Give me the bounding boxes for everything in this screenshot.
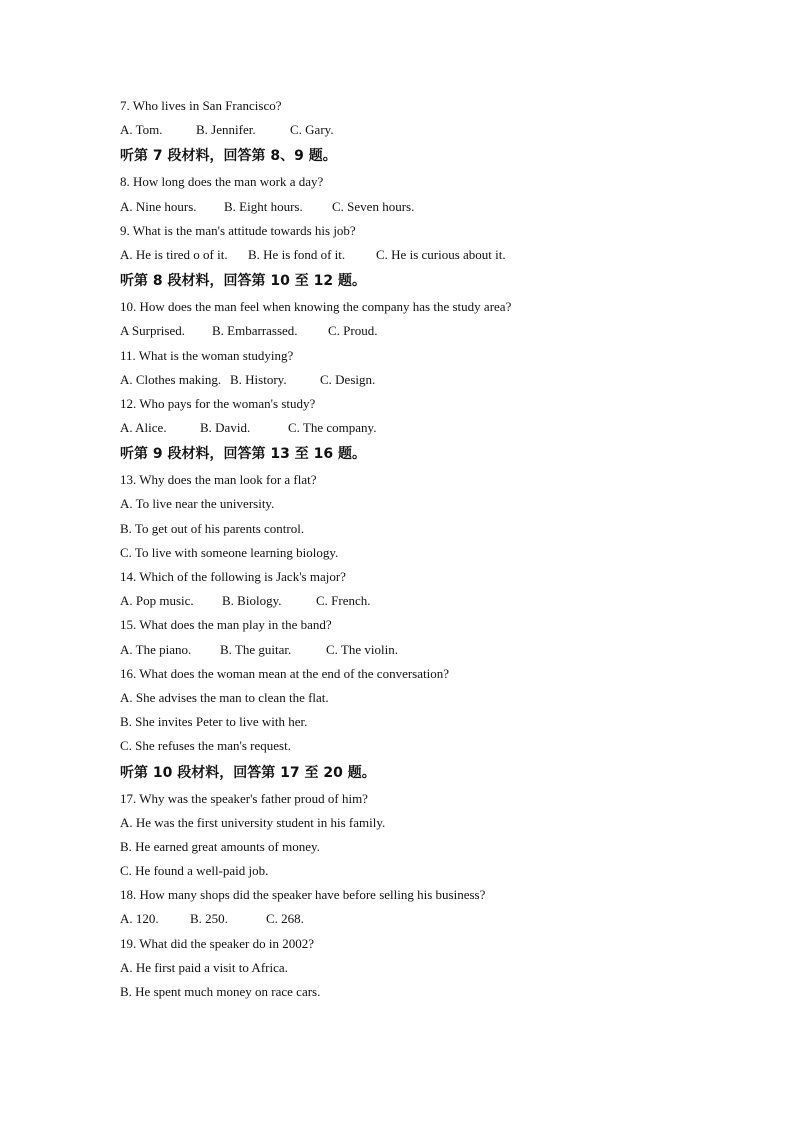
answer-option: B. David. — [200, 420, 251, 436]
answer-option: A. Clothes making. — [120, 371, 222, 387]
answer-option: C. To live with someone learning biology. — [120, 544, 339, 560]
answer-option: C. The company. — [288, 420, 377, 436]
answer-option: A. She advises the man to clean the flat. — [120, 689, 329, 705]
answer-option: B. The guitar. — [220, 641, 292, 657]
answer-option: C. She refuses the man's request. — [120, 738, 291, 754]
answer-options-row — [120, 416, 720, 440]
answer-option: C. Seven hours. — [332, 198, 415, 214]
question-text: 12. Who pays for the woman's study? — [120, 395, 316, 411]
section-heading: 听第 7 段材料，回答第 8、9 题。 — [120, 148, 337, 165]
answer-option: B. Jennifer. — [196, 122, 256, 138]
answer-options-row — [120, 118, 720, 142]
answer-option: C. Proud. — [328, 323, 378, 339]
answer-option: B. He is fond of it. — [248, 246, 346, 262]
answer-option: A. Alice. — [120, 420, 167, 436]
answer-option: B. History. — [230, 371, 287, 387]
question-text: 8. How long does the man work a day? — [120, 174, 324, 190]
question-text: 16. What does the woman mean at the end of the conversation? — [120, 665, 449, 681]
answer-option: C. He found a well-paid job. — [120, 863, 269, 879]
answer-option: C. French. — [316, 593, 371, 609]
question-text: 17. Why was the speaker's father proud of him? — [120, 790, 368, 806]
answer-option: C. The violin. — [326, 641, 398, 657]
answer-options-row — [120, 195, 720, 219]
question-text: 14. Which of the following is Jack's major? — [120, 569, 346, 584]
answer-option: A. To live near the university. — [120, 496, 275, 512]
answer-option: A. Tom. — [120, 122, 163, 138]
answer-option: A. He was the first university student in his family. — [120, 814, 386, 830]
answer-option: A. The piano. — [120, 641, 192, 657]
answer-option: C. Gary. — [290, 122, 334, 138]
answer-options-row — [120, 589, 720, 613]
answer-option: C. He is curious about it. — [376, 246, 506, 262]
answer-option: A Surprised. — [120, 323, 185, 339]
listening-questions — [120, 94, 720, 1004]
question-text: 7. Who lives in San Francisco? — [120, 98, 282, 113]
answer-option: A. Pop music. — [120, 593, 194, 609]
question-text: 10. How does the man feel when knowing the company has the study area? — [120, 299, 512, 315]
answer-option: B. She invites Peter to live with her. — [120, 714, 308, 730]
question-text: 11. What is the woman studying? — [120, 347, 294, 363]
answer-options-row — [120, 368, 720, 392]
answer-options-row — [120, 319, 720, 343]
answer-option: B. He earned great amounts of money. — [120, 838, 320, 854]
answer-options-row — [120, 638, 720, 662]
answer-option: B. Embarrassed. — [212, 323, 298, 339]
section-heading: 听第 9 段材料，回答第 13 至 16 题。 — [120, 446, 366, 463]
question-text: 18. How many shops did the speaker have before selling his business? — [120, 887, 486, 903]
answer-option: B. He spent much money on race cars. — [120, 984, 321, 999]
answer-option: B. To get out of his parents control. — [120, 520, 305, 536]
answer-option: A. He is tired o of it. — [120, 246, 228, 262]
answer-option: C. 268. — [266, 911, 304, 927]
answer-option: A. He first paid a visit to Africa. — [120, 959, 288, 975]
question-text: 19. What did the speaker do in 2002? — [120, 935, 314, 951]
question-text: 15. What does the man play in the band? — [120, 617, 332, 633]
section-heading: 听第 8 段材料，回答第 10 至 12 题。 — [120, 273, 366, 290]
question-text: 13. Why does the man look for a flat? — [120, 472, 317, 488]
answer-option: B. Biology. — [222, 593, 282, 609]
answer-option: B. 250. — [190, 911, 228, 927]
answer-options-row — [120, 243, 720, 267]
answer-option: A. 120. — [120, 911, 159, 927]
section-heading: 听第 10 段材料，回答第 17 至 20 题。 — [120, 764, 376, 781]
question-text: 9. What is the man's attitude towards his job? — [120, 222, 356, 238]
answer-option: B. Eight hours. — [224, 198, 303, 214]
answer-option: A. Nine hours. — [120, 198, 197, 214]
answer-options-row — [120, 907, 720, 931]
answer-option: C. Design. — [320, 371, 376, 387]
